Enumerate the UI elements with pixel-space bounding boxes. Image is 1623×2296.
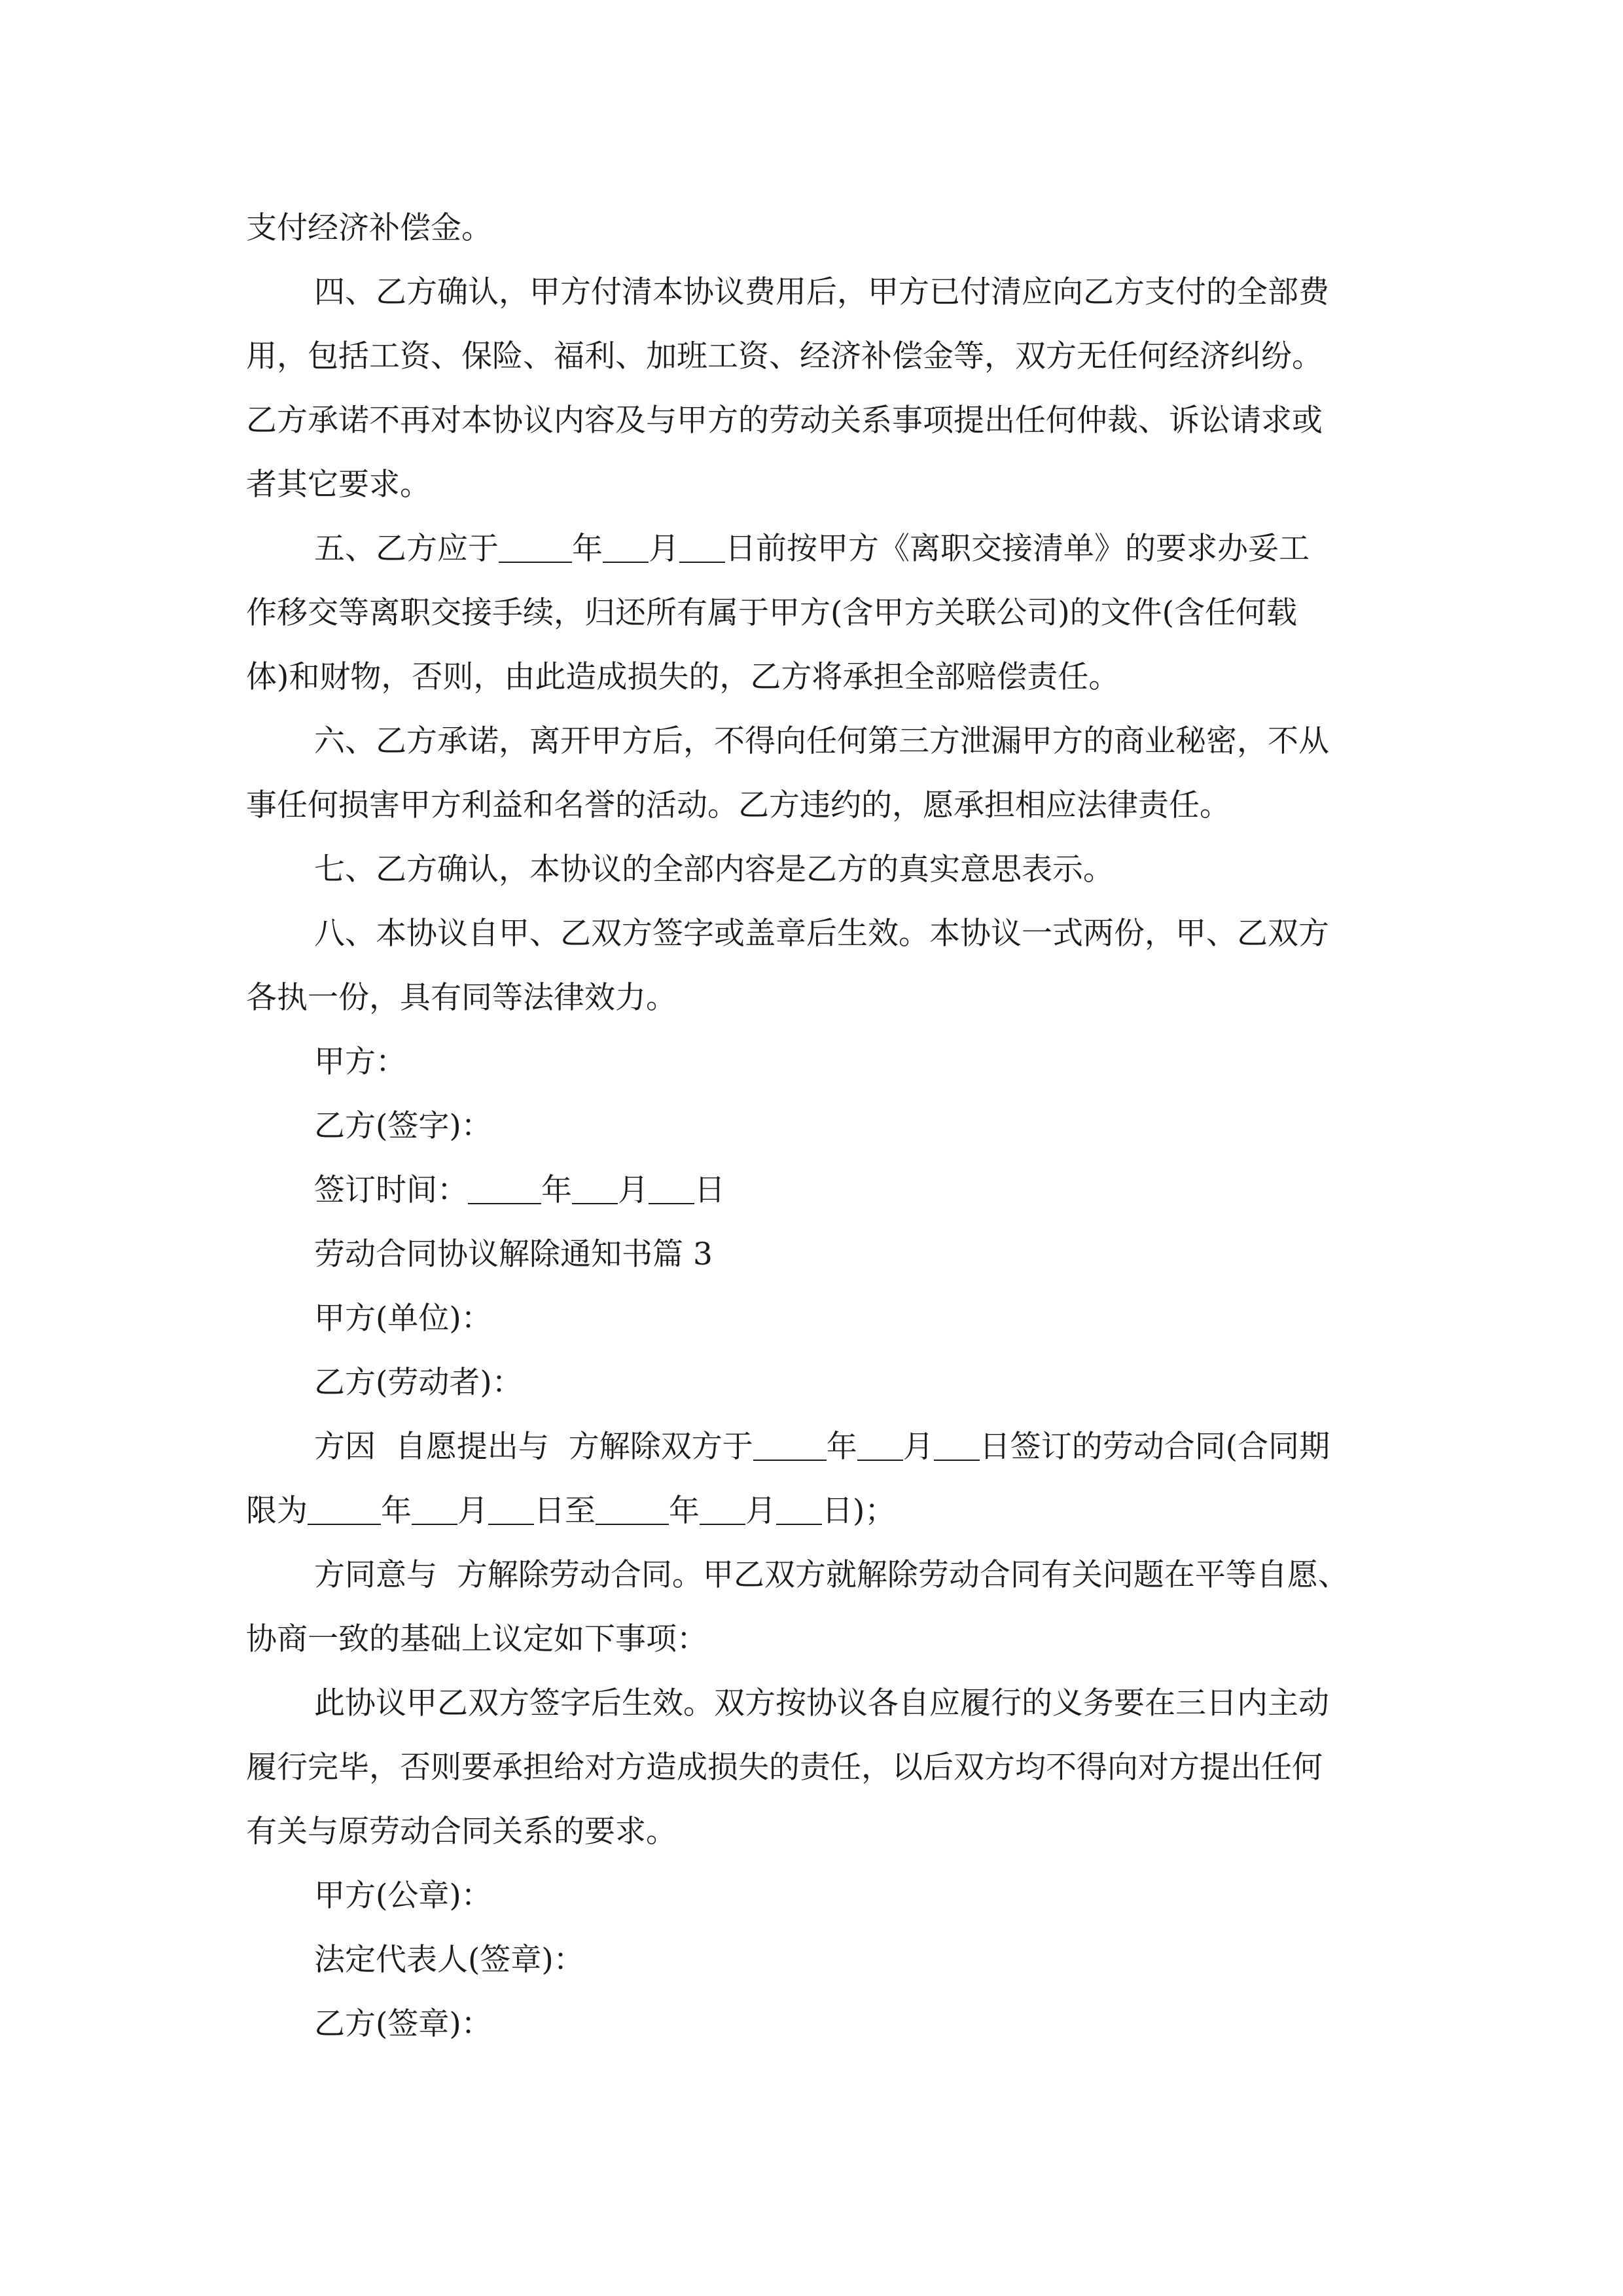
clause-text: 日)； bbox=[822, 1493, 896, 1529]
para-three-line-1: 此协议甲乙双方签字后生效。双方按协议各自应履行的义务要在三日内主动 bbox=[314, 1685, 1329, 1721]
blank-field bbox=[596, 1493, 669, 1525]
clause-text: 日前按甲方《离职交接清单》的要求办妥工 bbox=[725, 531, 1310, 567]
text-line: 乙方承诺不再对本协议内容及与甲方的劳动关系事项提出任何仲裁、诉讼请求或 bbox=[246, 403, 1323, 439]
blank-field bbox=[308, 1493, 381, 1525]
clause-eight-line-2: 各执一份，具有同等法律效力。 bbox=[246, 980, 677, 1016]
text-line: 四、乙方确认，甲方付清本协议费用后，甲方已付清应向乙方支付的全部费 bbox=[314, 274, 1329, 310]
blank-field bbox=[700, 1493, 745, 1525]
clause-text: 年 bbox=[826, 1429, 857, 1465]
legal-representative-label: 法定代表人(签章)： bbox=[314, 1942, 584, 1978]
clause-five-line-2: 作移交等离职交接手续，归还所有属于甲方(含甲方关联公司)的文件(含任何载 bbox=[246, 595, 1298, 631]
para-two-line-2: 协商一致的基础上议定如下事项： bbox=[246, 1621, 707, 1657]
clause-text: 日 bbox=[694, 1172, 725, 1208]
blank-field bbox=[488, 1493, 534, 1525]
clause-text: 年 bbox=[572, 531, 603, 567]
para-three-line-2: 履行完毕，否则要承担给对方造成损失的责任，以后双方均不得向对方提出任何 bbox=[246, 1749, 1323, 1785]
section-title: 劳动合同协议解除通知书篇 3 bbox=[314, 1236, 713, 1272]
clause-five-line-1 bbox=[246, 517, 1385, 581]
clause-six-line-2: 事任何损害甲方利益和名誉的活动。乙方违约的，愿承担相应法律责任。 bbox=[246, 787, 1230, 823]
para-one-line-2 bbox=[246, 1479, 1385, 1543]
blank-field bbox=[934, 1429, 980, 1461]
para-one-line-1 bbox=[246, 1415, 1385, 1479]
clause-eight-line-1: 八、本协议自甲、乙双方签字或盖章后生效。本协议一式两份，甲、乙双方 bbox=[314, 916, 1329, 952]
para-two-line-1: 方同意与 方解除劳动合同。甲乙双方就解除劳动合同有关问题在平等自愿、 bbox=[314, 1557, 1349, 1593]
blank-field bbox=[649, 1172, 694, 1204]
clause-text: 年 bbox=[541, 1172, 572, 1208]
signing-date-label: 签订时间： bbox=[314, 1172, 468, 1208]
party-b-signature-label: 乙方(签字)： bbox=[314, 1108, 492, 1144]
party-b-worker-label: 乙方(劳动者)： bbox=[314, 1365, 523, 1401]
clause-text: 月 bbox=[618, 1172, 649, 1208]
clause-text: 月 bbox=[457, 1493, 488, 1529]
blank-field bbox=[857, 1429, 903, 1461]
clause-text: 方因 自愿提出与 方解除双方于 bbox=[314, 1429, 753, 1465]
clause-text: 月 bbox=[902, 1429, 934, 1465]
blank-field bbox=[603, 531, 649, 563]
document-page bbox=[246, 196, 1385, 2056]
clause-text: 日签订的劳动合同(合同期 bbox=[979, 1429, 1330, 1465]
clause-text: 月 bbox=[745, 1493, 776, 1529]
text-line: 用，包括工资、保险、福利、加班工资、经济补偿金等，双方无任何经济纠纷。 bbox=[246, 338, 1323, 374]
clause-text: 年 bbox=[669, 1493, 700, 1529]
text-line: 支付经济补偿金。 bbox=[246, 210, 492, 246]
blank-field bbox=[572, 1172, 618, 1204]
para-three-line-3: 有关与原劳动合同关系的要求。 bbox=[246, 1814, 677, 1850]
clause-text: 年 bbox=[381, 1493, 412, 1529]
clause-six-line-1: 六、乙方承诺，离开甲方后，不得向任何第三方泄漏甲方的商业秘密，不从 bbox=[314, 723, 1329, 759]
party-a-seal-label: 甲方(公章)： bbox=[314, 1878, 492, 1914]
signing-date-line bbox=[246, 1158, 1385, 1223]
party-a-unit-label: 甲方(单位)： bbox=[314, 1300, 492, 1336]
blank-field bbox=[753, 1429, 827, 1461]
party-a-label: 甲方： bbox=[314, 1044, 406, 1080]
blank-field bbox=[499, 531, 572, 563]
text-line: 者其它要求。 bbox=[246, 467, 431, 503]
blank-field bbox=[776, 1493, 822, 1525]
blank-field bbox=[679, 531, 725, 563]
clause-text: 限为 bbox=[246, 1493, 308, 1529]
blank-field bbox=[468, 1172, 541, 1204]
clause-text: 月 bbox=[649, 531, 679, 567]
clause-seven: 七、乙方确认，本协议的全部内容是乙方的真实意思表示。 bbox=[314, 852, 1114, 888]
clause-text: 日至 bbox=[534, 1493, 596, 1529]
clause-five-line-3: 体)和财物，否则，由此造成损失的，乙方将承担全部赔偿责任。 bbox=[246, 659, 1120, 695]
party-b-seal-label: 乙方(签章)： bbox=[314, 2006, 492, 2042]
clause-text: 五、乙方应于 bbox=[314, 531, 499, 567]
blank-field bbox=[412, 1493, 457, 1525]
